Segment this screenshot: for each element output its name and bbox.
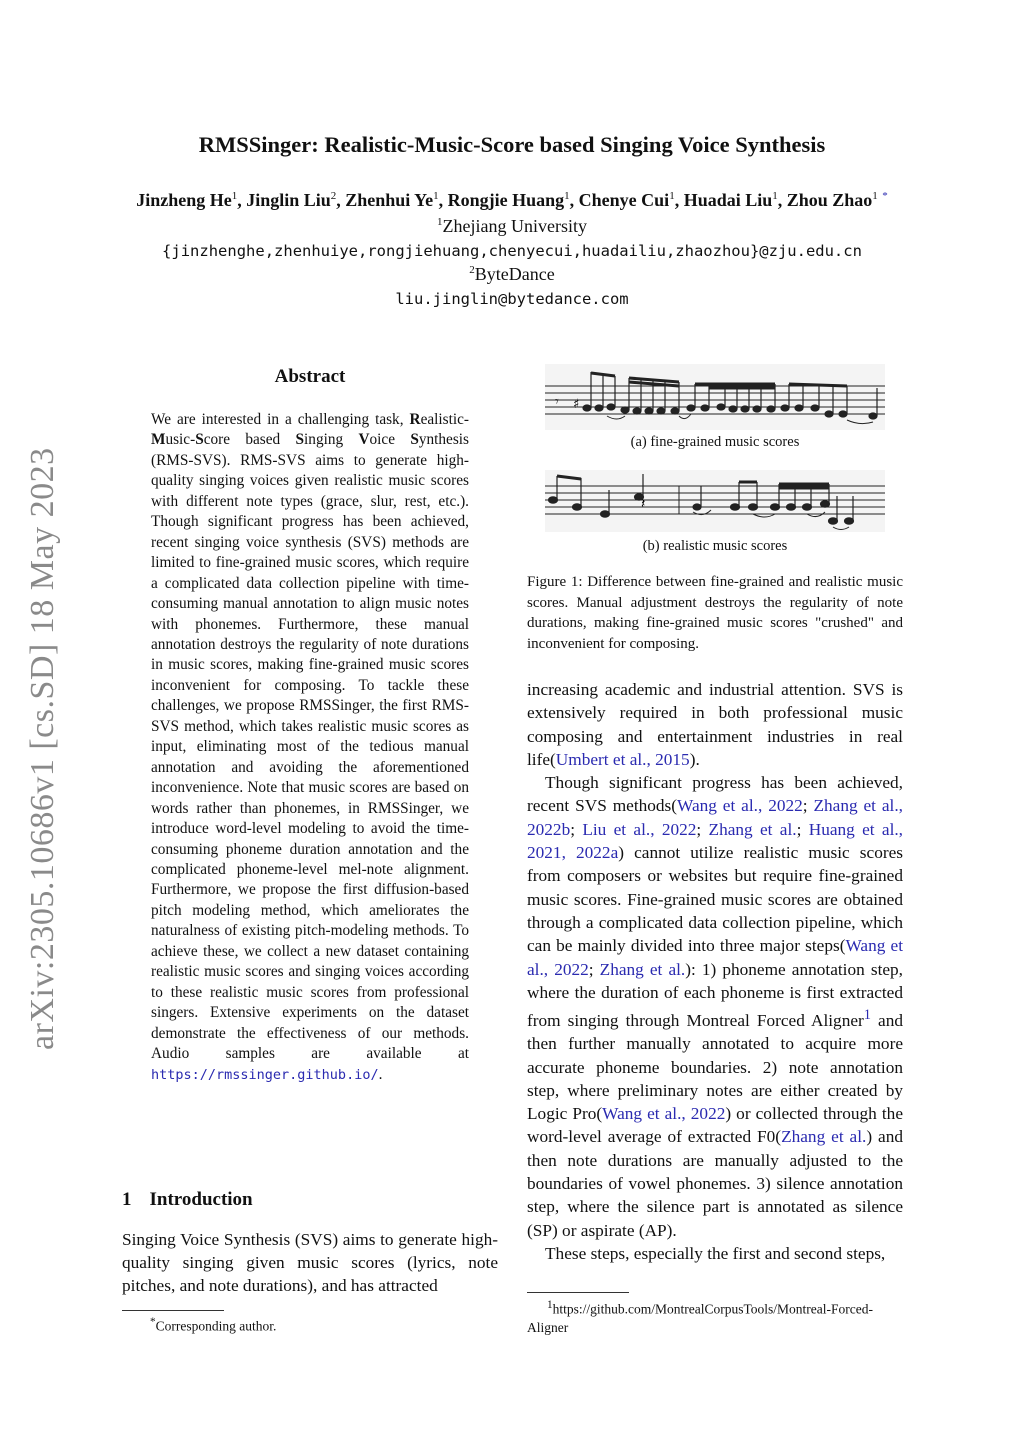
citation-link[interactable]: Zhang et al. xyxy=(781,1127,867,1147)
svg-text:♯: ♯ xyxy=(573,397,580,412)
footnote-url: $^1$https://github.com/MontrealCorpusTools/Montreal-Forced- Aligner xyxy=(527,1299,874,1335)
paper-title: RMSSinger: Realistic-Music-Score based Singing Voice Synthesis xyxy=(198,132,826,157)
citation-link[interactable]: Wang et al., 2022 xyxy=(602,1104,726,1124)
section-heading-introduction: 1 Introduction xyxy=(122,1189,253,1210)
figure-1-caption: Figure 1: Difference between fine-grained and realistic music scores. Manual adjustment destroys the regularity of note durations, making fine-grained music scores "crushed" and inconvenient for composing. xyxy=(527,574,903,652)
paragraph: These steps, especially the first and second steps, xyxy=(545,1243,886,1263)
svg-text:𝄽: 𝄽 xyxy=(641,496,646,512)
realistic-score-figure xyxy=(545,470,885,532)
author: Zhenhui Ye xyxy=(345,190,434,210)
footnote-marker[interactable]: 1 xyxy=(863,1007,871,1024)
intro-paragraph: Singing Voice Synthesis (SVS) aims to generate high-quality singing given music scores (lyrics, note pitches, and note durations), and has attracted xyxy=(122,1230,498,1296)
author-list: Jinzheng He$^1$, Jinglin Liu$^2$, Zhenhui Ye$^1$, Rongjie Huang$^1$, Chenye Cui$^1$, Huadai Liu$^1$, Zhou Zhao$^1$ * xyxy=(136,190,888,210)
affiliation-2: $^2$ByteDance xyxy=(469,264,555,284)
paragraph: increasing academic and industrial attention. SVS is extensively required in both professional music composing and entertainment industries in real life(Umbert et al., 2015). xyxy=(527,680,903,769)
paragraph: Though significant progress has been achieved, recent SVS methods(Wang et al., 2022; Zhang et al., 2022b; Liu et al., 2022; Zhang et al.; Huang et al., 2021, 2022a) cannot utilize realistic music scores from composers or websites but require fine-grained music scores. Fine-grained music scores are obtained through a complicated data collection pipeline, which can be mainly divided into three major steps(Wang et al., 2022; Zhang et al.): 1) phoneme annotation step, where the duration of each phoneme is first extracted from singing through Montreal Forced Aligner$^1$ and then further manually annotated to acquire more accurate phoneme boundaries. 2) note annotation step, where preliminary notes are either created by Logic Pro(Wang et al., 2022) or collected through the word-level average of extracted F0(Zhang et al.) and then note durations are manually adjusted to the boundaries of vowel phonemes. 3) silence annotation step, where the silence part is annotated as silence (SP) or aspirate (AP). xyxy=(527,773,904,1240)
author: Huadai Liu xyxy=(683,190,773,210)
abstract-body: We are interested in a challenging task, Realistic-Music-Score based Singing Voice Synthesis (RMS-SVS). RMS-SVS aims to generate high-quality singing voices given realistic music scores with different note types (grace, slur, rest, etc.). Though significant progress has been achieved, recent singing voice synthesis (SVS) methods are limited to fine-grained music scores, which require a complicated data collection pipeline with time-consuming manual annotation to align music notes with phonemes. Furthermore, these manual annotation destroys the regularity of note durations in music scores, making fine-grained music scores inconvenient for composing. To tackle these challenges, we propose RMSSinger, the first RMS-SVS method, which takes realistic music scores as input, eliminating most of the tedious manual annotation and avoiding the aforementioned inconvenience. Note that music scores are based on words rather than phonemes, in RMSSinger, we introduce word-level modeling to avoid the time-consuming phoneme duration annotation and the complicated phoneme-level mel-note alignment. Furthermore, we propose the first diffusion-based pitch modeling method, which ameliorates the naturalness of existing pitch-modeling methods. To achieve these, we collect a new dataset containing realistic music scores and singing voices according to these realistic music scores from professional singers. Extensive experiments on the dataset demonstrate the effectiveness of our methods. Audio samples are available at https://rmssinger.github.io/. xyxy=(151,411,469,1083)
citation-link[interactable]: Zhang et al., 2022b xyxy=(527,796,903,839)
author: Jinglin Liu xyxy=(246,190,331,210)
corresponding-mark[interactable]: * xyxy=(882,190,888,202)
svg-text:𝄾: 𝄾 xyxy=(555,394,559,410)
citation-link[interactable]: Zhang et al. xyxy=(599,959,686,979)
audio-samples-link[interactable]: https://rmssinger.github.io/ xyxy=(151,1066,379,1083)
email-2: liu.jinglin@bytedance.com xyxy=(395,290,629,308)
subfigure-a-caption: (a) fine-grained music scores xyxy=(630,434,800,450)
affiliation-1: $^1$Zhejiang University xyxy=(437,216,587,236)
author: Jinzheng He xyxy=(136,190,232,210)
citation-link[interactable]: Zhang et al. xyxy=(708,819,797,839)
arxiv-stamp: arXiv:2305.10686v1 [cs.SD] 18 May 2023 xyxy=(24,447,61,1050)
footnote-rule xyxy=(527,1292,629,1293)
abstract-heading: Abstract xyxy=(274,366,346,387)
email-1: {jinzhenghe,zhenhuiye,rongjiehuang,chenyecui,huadailiu,zhaozhou}@zju.edu.cn xyxy=(162,242,862,260)
author: Chenye Cui xyxy=(578,190,670,210)
footnote-corresponding: *Corresponding author. xyxy=(150,1316,277,1334)
citation-link[interactable]: Huang et al., 2021, 2022a xyxy=(527,819,904,863)
citation-link[interactable]: Umbert et al., 2015 xyxy=(555,749,690,769)
author: Zhou Zhao xyxy=(786,190,873,210)
fine-grained-score-figure xyxy=(545,364,885,430)
footnote-rule xyxy=(122,1310,224,1311)
subfigure-b-caption: (b) realistic music scores xyxy=(642,538,788,554)
author: Rongjie Huang xyxy=(447,190,565,210)
right-column-text xyxy=(527,678,903,1265)
citation-link[interactable]: Wang et al., 2022 xyxy=(677,796,803,816)
citation-link[interactable]: Liu et al., 2022 xyxy=(582,819,697,839)
citation-link[interactable]: Wang et al., 2022 xyxy=(527,936,904,979)
